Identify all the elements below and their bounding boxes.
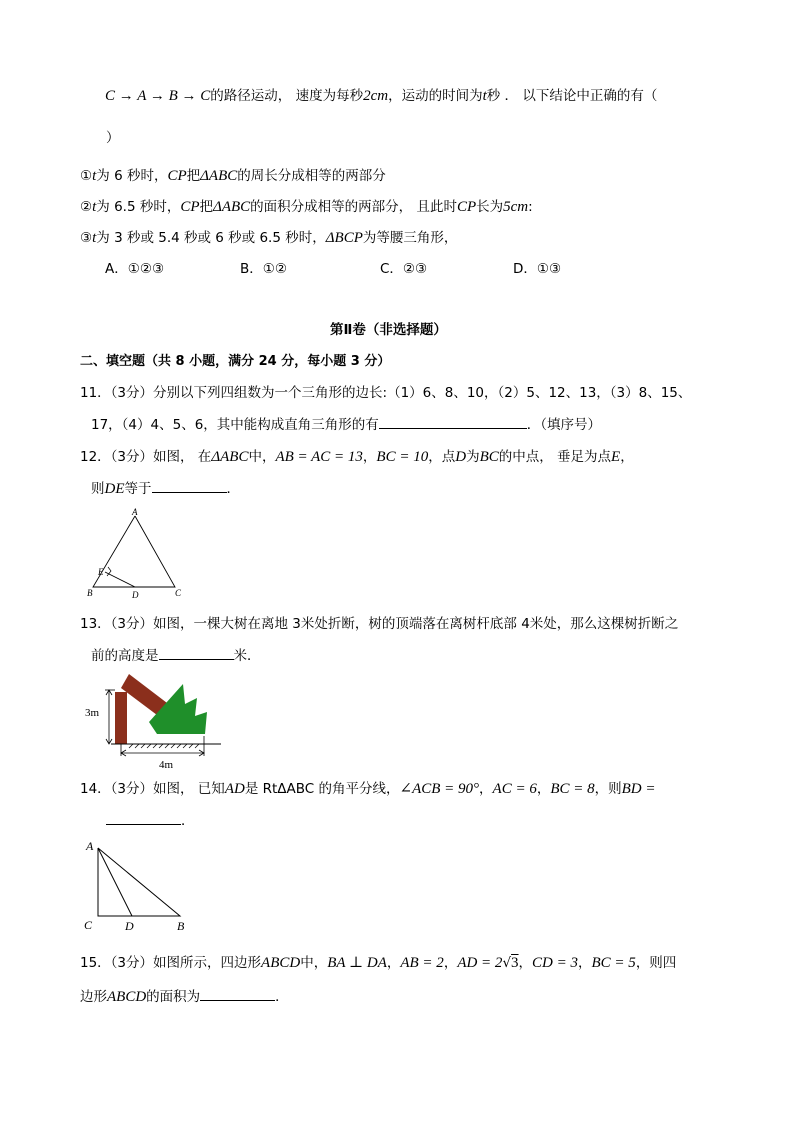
right-triangle-figure-q14: [80, 834, 200, 934]
q11-line1: 11．（3分）分别以下列四组数为一个三角形的边长:（1）6、8、10，（2）5、12、13，（3）8、15、: [80, 385, 692, 401]
q14-line2: ．: [106, 810, 195, 831]
sqrt-symbol: √: [502, 955, 512, 971]
section-title: 第Ⅱ卷（非选择题）: [330, 322, 447, 338]
statement-1: ①t为 6 秒时，CP把ΔABC的周长分成相等的两部分: [80, 168, 386, 184]
tree-trunk: [115, 692, 127, 744]
option-c: C．②③: [380, 261, 428, 277]
vertex-label-c: C: [84, 918, 93, 932]
q11-line2: 17，（4）4、5、6，其中能构成直角三角形的有 ．（填序号）: [91, 414, 601, 435]
triangle-figure-q12: [80, 505, 190, 600]
vertex-label-a: A: [86, 839, 94, 853]
q12-line2: 则DE等于 ．: [91, 478, 240, 499]
answer-blank: [159, 645, 234, 660]
point-label-e: E: [98, 567, 104, 577]
q12-line1: 12．（3分）如图， 在ΔABC中，AB = AC = 13，BC = 10，点D为BC的中点， 垂足为点E，: [80, 449, 634, 465]
option-d: D．①③: [513, 261, 562, 277]
answer-blank: [379, 414, 527, 429]
q15-line1: 15．（3分）如图所示，四边形ABCD中，BA ⊥ DA，AB = 2，AD = 2√3，CD = 3，BC = 5，则四: [80, 955, 677, 971]
distance-label: 4m: [159, 759, 174, 771]
path-expression: C → A → B → C: [105, 88, 211, 104]
option-a: A．①②③: [105, 261, 165, 277]
vertex-label-b: B: [87, 588, 93, 598]
statement-3: ③t为 3 秒或 5.4 秒或 6 秒或 6.5 秒时，ΔBCP为等腰三角形，: [80, 230, 458, 246]
q13-line1: 13．（3分）如图，一棵大树在离地 3米处折断，树的顶端落在离树杆底部 4米处，那么这棵树折断之: [80, 616, 679, 632]
vertex-label-c: C: [175, 588, 182, 598]
answer-blank: [152, 478, 227, 493]
answer-blank: [200, 986, 275, 1001]
point-label-d: D: [132, 590, 139, 600]
q10-close-paren: ）: [106, 130, 120, 146]
broken-tree-figure: [83, 670, 233, 770]
height-label: 3m: [85, 707, 100, 719]
section-heading: 二、填空题（共 8 小题，满分 24 分，每小题 3 分）: [80, 354, 391, 369]
q10-continuation-line: C → A → B → C的路径运动， 速度为每秒2cm，运动的时间为t秒 ． 以下结论中正确的有（: [105, 88, 658, 104]
q13-line2: 前的高度是 米．: [91, 645, 261, 666]
vertex-label-b: B: [177, 919, 185, 933]
point-label-d: D: [125, 919, 134, 933]
q15-line2: 边形ABCD的面积为 ．: [80, 986, 289, 1007]
option-b: B．①②: [240, 261, 287, 277]
statement-2: ②t为 6.5 秒时，CP把ΔABC的面积分成相等的两部分， 且此时CP长为5cm:: [80, 199, 533, 215]
answer-blank: [106, 810, 181, 825]
q14-line1: 14．（3分）如图， 已知AD是 RtΔABC 的角平分线，∠ACB = 90°，AC = 6，BC = 8，则BD =: [80, 781, 656, 797]
vertex-label-a: A: [132, 507, 138, 517]
